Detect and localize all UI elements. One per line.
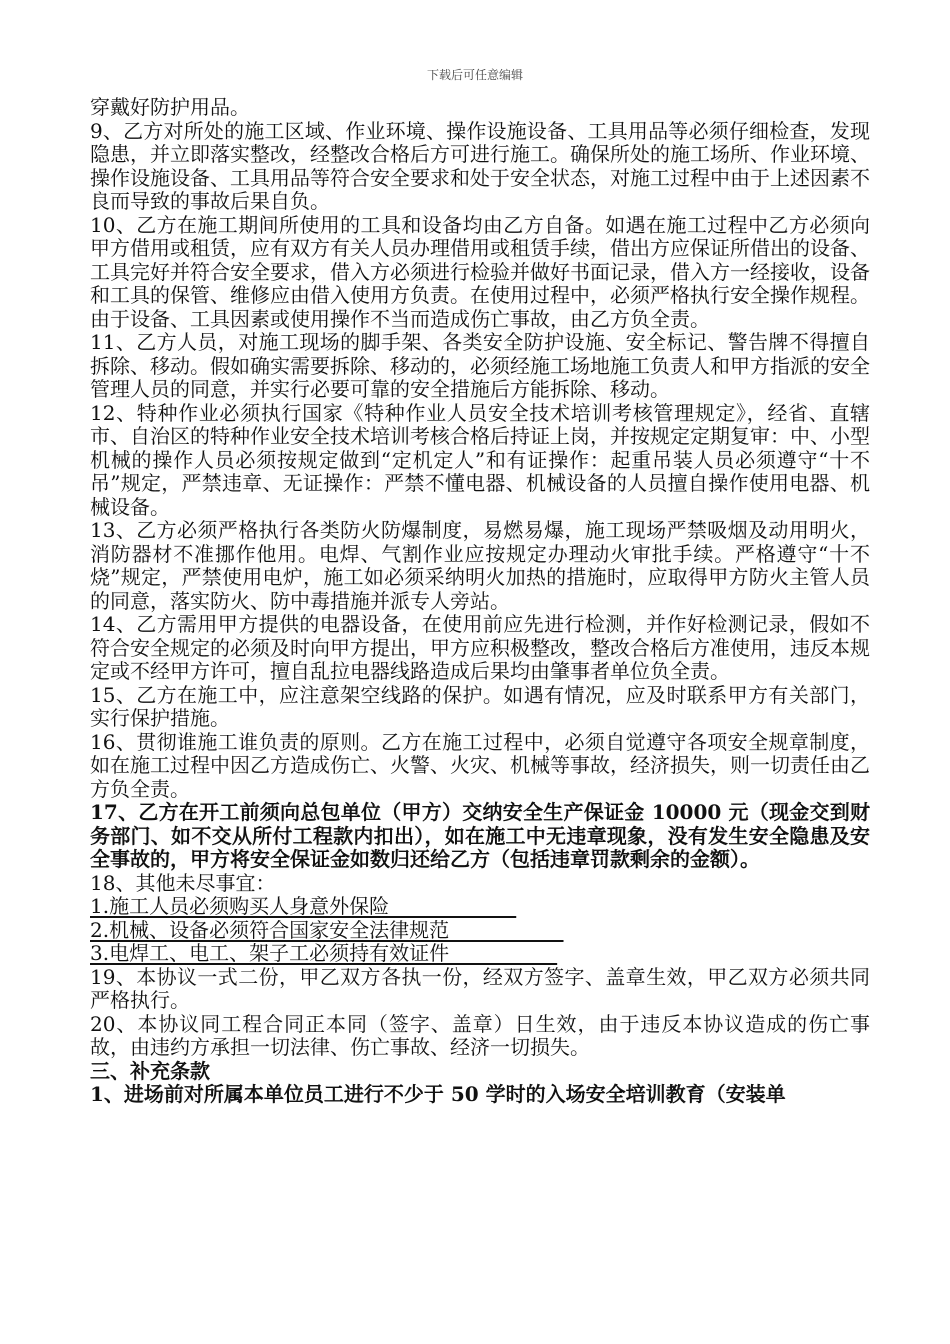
paragraph: 20、本协议同工程合同正本同（签字、盖章）日生效，由于违反本协议造成的伤亡事故，由违约方承担一切法律、伤亡事故、经济一切损失。 — [90, 1011, 870, 1059]
paragraph: 9、乙方对所处的施工区域、作业环境、操作设施设备、工具用品等必须仔细检查，发现隐患，并立即落实整改，经整改合格后方可进行施工。确保所处的施工场所、作业环境、操作设施设备、工具用品等符合安全要求和处于安全状态，对施工过程中由于上述因素不良而导致的事故后果自负。 — [90, 118, 870, 213]
underlined-item: 3.电焊工、电工、架子工必须持有效证件 — [90, 941, 558, 965]
document-body — [90, 96, 870, 1107]
underlined-item: 2.机械、设备必须符合国家安全法律规范 — [90, 917, 564, 942]
bold-paragraph: 1、进场前对所属本单位员工进行不少于 50 学时的入场安全培训教育（安装单 — [90, 1082, 786, 1106]
underlined-item: 1.施工人员必须购买人身意外保险 — [90, 894, 517, 918]
paragraph: 穿戴好防护用品。 — [90, 95, 250, 119]
section-title: 三、补充条款 — [90, 1058, 210, 1083]
paragraph: 16、贯彻谁施工谁负责的原则。乙方在施工过程中，必须自觉遵守各项安全规章制度，如在施工过程中因乙方造成伤亡、火警、火灾、机械等事故，经济损失，则一切责任由乙方负全责。 — [90, 729, 870, 801]
paragraph: 12、特种作业必须执行国家《特种作业人员安全技术培训考核管理规定》，经省、直辖市、自治区的特种作业安全技术培训考核合格后持证上岗，并按规定定期复审：中、小型机械的操作人员必须按规定做到“定机定人”和有证操作：起重吊装人员必须遵守“十不吊”规定，严禁违章、无证操作：严禁不懂电器、机械设备的人员擅自操作使用电器、机械设备。 — [90, 400, 870, 519]
paragraph: 19、本协议一式二份，甲乙双方各执一份，经双方签字、盖章生效，甲乙双方必须共同严格执行。 — [90, 964, 870, 1012]
bold-paragraph: 17、乙方在开工前须向总包单位（甲方）交纳安全生产保证金 10000 元（现金交到财务部门、如不交从所付工程款内扣出），如在施工中无违章现象，没有发生安全隐患及安全事故的，甲方将安全保证金如数归还给乙方（包括违章罚款剩余的金额）。 — [90, 800, 870, 871]
page-header: 下载后可任意编辑 — [426, 68, 523, 82]
paragraph: 14、乙方需用甲方提供的电器设备，在使用前应先进行检测，并作好检测记录，假如不符合安全规定的必须及时向甲方提出，甲方应积极整改，整改合格后方准使用，违反本规定或不经甲方许可，擅自乱拉电器线路造成后果均由肇事者单位负全责。 — [90, 612, 870, 683]
paragraph: 11、乙方人员，对施工现场的脚手架、各类安全防护设施、安全标记、警告牌不得擅自拆除、移动。假如确实需要拆除、移动的，必须经施工场地施工负责人和甲方指派的安全管理人员的同意，并实行必要可靠的安全措施后方能拆除、移动。 — [90, 330, 870, 401]
paragraph: 18、其他未尽事宜： — [90, 870, 276, 895]
paragraph: 13、乙方必须严格执行各类防火防爆制度，易燃易爆，施工现场严禁吸烟及动用明火，消防器材不准挪作他用。电焊、气割作业应按规定办理动火审批手续。严格遵守“十不烧”规定，严禁使用电炉，施工如必须采纳明火加热的措施时，应取得甲方防火主管人员的同意，落实防火、防中毒措施并派专人旁站。 — [90, 518, 870, 613]
paragraph: 10、乙方在施工期间所使用的工具和设备均由乙方自备。如遇在施工过程中乙方必须向甲方借用或租赁，应有双方有关人员办理借用或租赁手续，借出方应保证所借出的设备、工具完好并符合安全要求，借入方必须进行检验并做好书面记录，借入方一经接收，设备和工具的保管、维修应由借入使用方负责。在使用过程中，必须严格执行安全操作规程。由于设备、工具因素或使用操作不当而造成伤亡事故，由乙方负全责。 — [90, 212, 870, 331]
paragraph: 15、乙方在施工中，应注意架空线路的保护。如遇有情况，应及时联系甲方有关部门，实行保护措施。 — [90, 682, 870, 730]
